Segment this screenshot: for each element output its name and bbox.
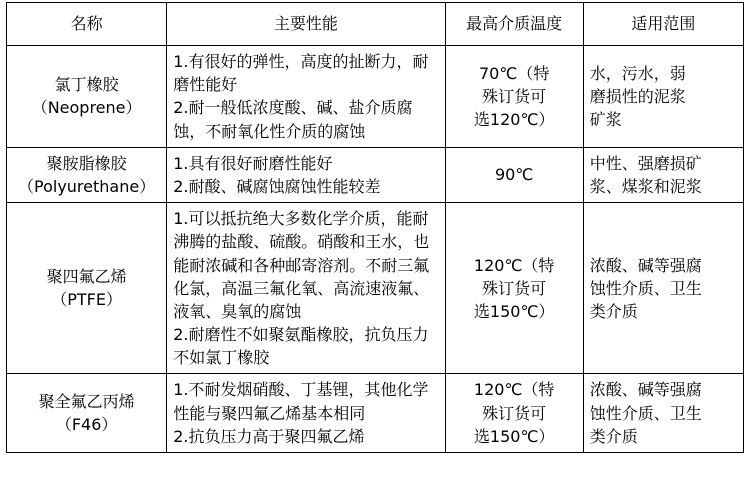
scope-line: 磨损性的泥浆 <box>589 86 686 106</box>
temperature-line: 选150℃） <box>473 426 555 446</box>
table-header <box>7 3 744 46</box>
temperature-line: 选120℃） <box>473 109 555 129</box>
material-name-en: （Neoprene） <box>31 98 142 118</box>
temperature-line: 殊订货可 <box>482 278 547 298</box>
scope-line: 中性、强磨损矿 <box>589 153 702 173</box>
material-name-cn: 聚全氟乙丙烯 <box>38 392 135 412</box>
cell-performance <box>167 203 445 374</box>
material-name-en: （Polyurethane） <box>18 176 156 196</box>
scope-line: 类介质 <box>589 301 638 321</box>
table-row <box>7 147 744 202</box>
material-name-cn: 聚胺脂橡胶 <box>46 153 127 173</box>
scope-line: 类介质 <box>589 426 638 446</box>
table-row <box>7 46 744 148</box>
scope-line: 浓酸、碱等强腐 <box>589 255 702 275</box>
cell-temperature <box>445 46 583 148</box>
scope-line: 蚀性介质、卫生 <box>589 403 702 423</box>
scope-line: 浓酸、碱等强腐 <box>589 380 702 400</box>
cell-material-name <box>7 374 167 453</box>
temperature-line: 120℃（特 <box>473 380 555 400</box>
performance-line: 1.具有很好耐磨性能好 <box>173 153 333 173</box>
performance-line: 2.耐酸、碱腐蚀腐蚀性能较差 <box>173 176 381 196</box>
cell-temperature <box>445 147 583 202</box>
material-name-cn: 聚四氟乙烯 <box>46 267 127 287</box>
temperature-line: 选150℃） <box>473 301 555 321</box>
column-header-max-temperature: 最高介质温度 <box>445 3 583 46</box>
performance-line: 1.不耐发烟硝酸、丁基锂，其他化学性能与聚四氟乙烯基本相同 <box>173 380 429 423</box>
performance-line: 2.耐一般低浓度酸、碱、盐介质腐蚀，不耐氧化性介质的腐蚀 <box>173 98 413 141</box>
cell-temperature <box>445 203 583 374</box>
cell-scope <box>583 203 743 374</box>
cell-scope <box>583 374 743 453</box>
cell-scope <box>583 147 743 202</box>
column-header-application-scope: 适用范围 <box>583 3 743 46</box>
temperature-line: 90℃ <box>495 165 534 185</box>
scope-line: 矿浆 <box>589 109 622 129</box>
scope-line: 水，污水，弱 <box>589 63 686 83</box>
table-row <box>7 374 744 453</box>
material-name-cn: 氯丁橡胶 <box>54 75 119 95</box>
temperature-line: 殊订货可 <box>482 403 547 423</box>
lining-material-spec-table <box>6 2 744 453</box>
cell-temperature <box>445 374 583 453</box>
column-header-performance: 主要性能 <box>167 3 445 46</box>
table-row <box>7 203 744 374</box>
table-body <box>7 46 744 453</box>
temperature-line: 70℃（特 <box>479 63 550 83</box>
table-header-row <box>7 3 744 46</box>
cell-performance <box>167 374 445 453</box>
temperature-line: 殊订货可 <box>482 86 547 106</box>
material-name-en: （PTFE） <box>51 290 122 310</box>
cell-scope <box>583 46 743 148</box>
cell-material-name <box>7 147 167 202</box>
cell-material-name <box>7 203 167 374</box>
cell-performance <box>167 147 445 202</box>
temperature-line: 120℃（特 <box>473 255 555 275</box>
scope-line: 蚀性介质、卫生 <box>589 278 702 298</box>
cell-performance <box>167 46 445 148</box>
cell-material-name <box>7 46 167 148</box>
performance-line: 2.抗负压力高于聚四氟乙烯 <box>173 426 365 446</box>
performance-line: 1.有很好的弹性，高度的扯断力，耐磨性能好 <box>173 52 429 95</box>
scope-line: 浆、煤浆和泥浆 <box>589 176 702 196</box>
material-name-en: （F46） <box>55 415 118 435</box>
performance-line: 1.可以抵抗绝大多数化学介质，能耐沸腾的盐酸、硫酸。硝酸和王水，也能耐浓碱和各种邮寄溶剂。不耐三氟化氯，高温三氟化氧、高流速液氟、液氧、臭氧的腐蚀 <box>173 209 430 321</box>
performance-line: 2.耐磨性不如聚氨酯橡胶，抗负压力不如氯丁橡胶 <box>173 325 429 368</box>
column-header-name: 名称 <box>7 3 167 46</box>
